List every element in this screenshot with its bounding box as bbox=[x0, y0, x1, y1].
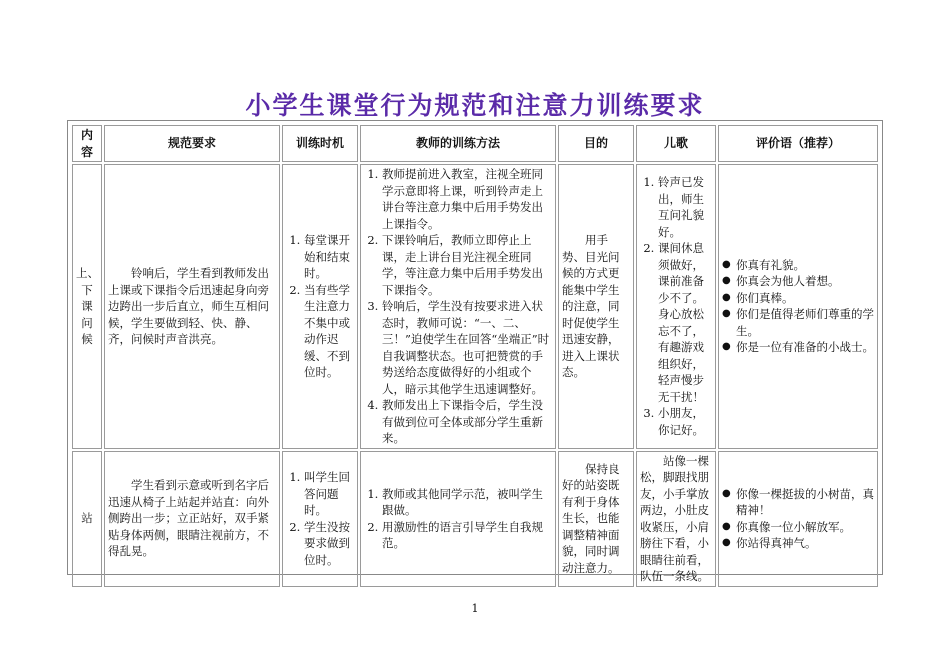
header-purpose: 目的 bbox=[558, 125, 634, 162]
header-song: 儿歌 bbox=[636, 125, 716, 162]
row-timing bbox=[282, 164, 358, 449]
method-item: 2. 用激励性的语言引导学生自我规范。 bbox=[382, 519, 552, 552]
timing-item: 1. 叫学生回答问题时。 bbox=[304, 469, 354, 519]
method-item: 4. 教师发出上下课指令后，学生没有做到位可全体或部分学生重新来。 bbox=[382, 397, 552, 447]
row-timing bbox=[282, 451, 358, 587]
praise-item: ● 你真有礼貌。 bbox=[736, 257, 874, 274]
row-method bbox=[360, 451, 556, 587]
standards-table-frame bbox=[67, 120, 883, 583]
row-song bbox=[636, 164, 716, 449]
header-praise: 评价语（推荐） bbox=[718, 125, 878, 162]
praise-item: ● 你像一棵挺拔的小树苗，真精神！ bbox=[736, 486, 874, 519]
header-content: 内容 bbox=[72, 125, 102, 162]
song-item: 1. 铃声已发出，师生互问礼貌好。 bbox=[658, 174, 712, 240]
method-item: 3. 铃响后，学生没有按要求进入状态时，教师可说：“一、二、三！”迫使学生在回答“坐端正”时自我调整状态。也可把赞赏的手势送给态度做得好的小组或个人，暗示其他学生迅速调整好。 bbox=[382, 298, 552, 397]
timing-item: 1. 每堂课开始和结束时。 bbox=[304, 232, 354, 282]
praise-item: ● 你真会为他人着想。 bbox=[736, 273, 874, 290]
header-row bbox=[72, 125, 878, 162]
row-praise bbox=[718, 451, 878, 587]
row-purpose: 用手势、目光问候的方式更能集中学生的注意，同时促使学生迅速安静，进入上课状态。 bbox=[558, 164, 634, 449]
row-content: 站 bbox=[72, 451, 102, 587]
page-title: 小学生课堂行为规范和注意力训练要求 bbox=[245, 91, 705, 120]
row-praise bbox=[718, 164, 878, 449]
song-item: 2. 课间休息须做好，课前准备少不了。身心放松忘不了，有趣游戏组织好，轻声慢步无干扰！ bbox=[658, 240, 712, 405]
row-requirement: 学生看到示意或听到名字后迅速从椅子上站起并站直：向外侧跨出一步；立正站好，双手紧贴身体两侧，眼睛注视前方，不得乱晃。 bbox=[104, 451, 280, 587]
page-number: 1 bbox=[471, 602, 479, 615]
header-timing: 训练时机 bbox=[282, 125, 358, 162]
row-content: 上、下课问候 bbox=[72, 164, 102, 449]
timing-item: 2. 当有些学生注意力不集中或动作迟缓、不到位时。 bbox=[304, 282, 354, 381]
row-purpose: 保持良好的站姿既有利于身体生长，也能调整精神面貌，同时调动注意力。 bbox=[558, 451, 634, 587]
table-row bbox=[72, 451, 878, 587]
praise-item: ● 你们是值得老师们尊重的学生。 bbox=[736, 306, 874, 339]
praise-item: ● 你是一位有准备的小战士。 bbox=[736, 339, 874, 356]
standards-table bbox=[70, 123, 880, 589]
timing-item: 2. 学生没按要求做到位时。 bbox=[304, 519, 354, 569]
row-method bbox=[360, 164, 556, 449]
praise-item: ● 你们真棒。 bbox=[736, 290, 874, 307]
method-item: 1. 教师或其他同学示范，被叫学生跟做。 bbox=[382, 486, 552, 519]
header-requirement: 规范要求 bbox=[104, 125, 280, 162]
header-method: 教师的训练方法 bbox=[360, 125, 556, 162]
praise-item: ● 你站得真神气。 bbox=[736, 535, 874, 552]
method-item: 2. 下课铃响后，教师立即停止上课，走上讲台目光注视全班同学，等注意力集中后用手势发出下课指令。 bbox=[382, 232, 552, 298]
table-row bbox=[72, 164, 878, 449]
song-item: 3. 小朋友，你记好。 bbox=[658, 405, 712, 438]
row-requirement: 铃响后，学生看到教师发出上课或下课指令后迅速起身向旁边跨出一步后直立，师生互相问候，学生要做到轻、快、静、齐，问候时声音洪亮。 bbox=[104, 164, 280, 449]
praise-item: ● 你真像一位小解放军。 bbox=[736, 519, 874, 536]
row-song: 站像一棵松，脚跟找朋友，小手掌放两边，小肚皮收紧压，小肩膀往下看，小眼睛往前看，队伍一条线。 bbox=[636, 451, 716, 587]
method-item: 1. 教师提前进入教室，注视全班同学示意即将上课，听到铃声走上讲台等注意力集中后用手势发出上课指令。 bbox=[382, 166, 552, 232]
